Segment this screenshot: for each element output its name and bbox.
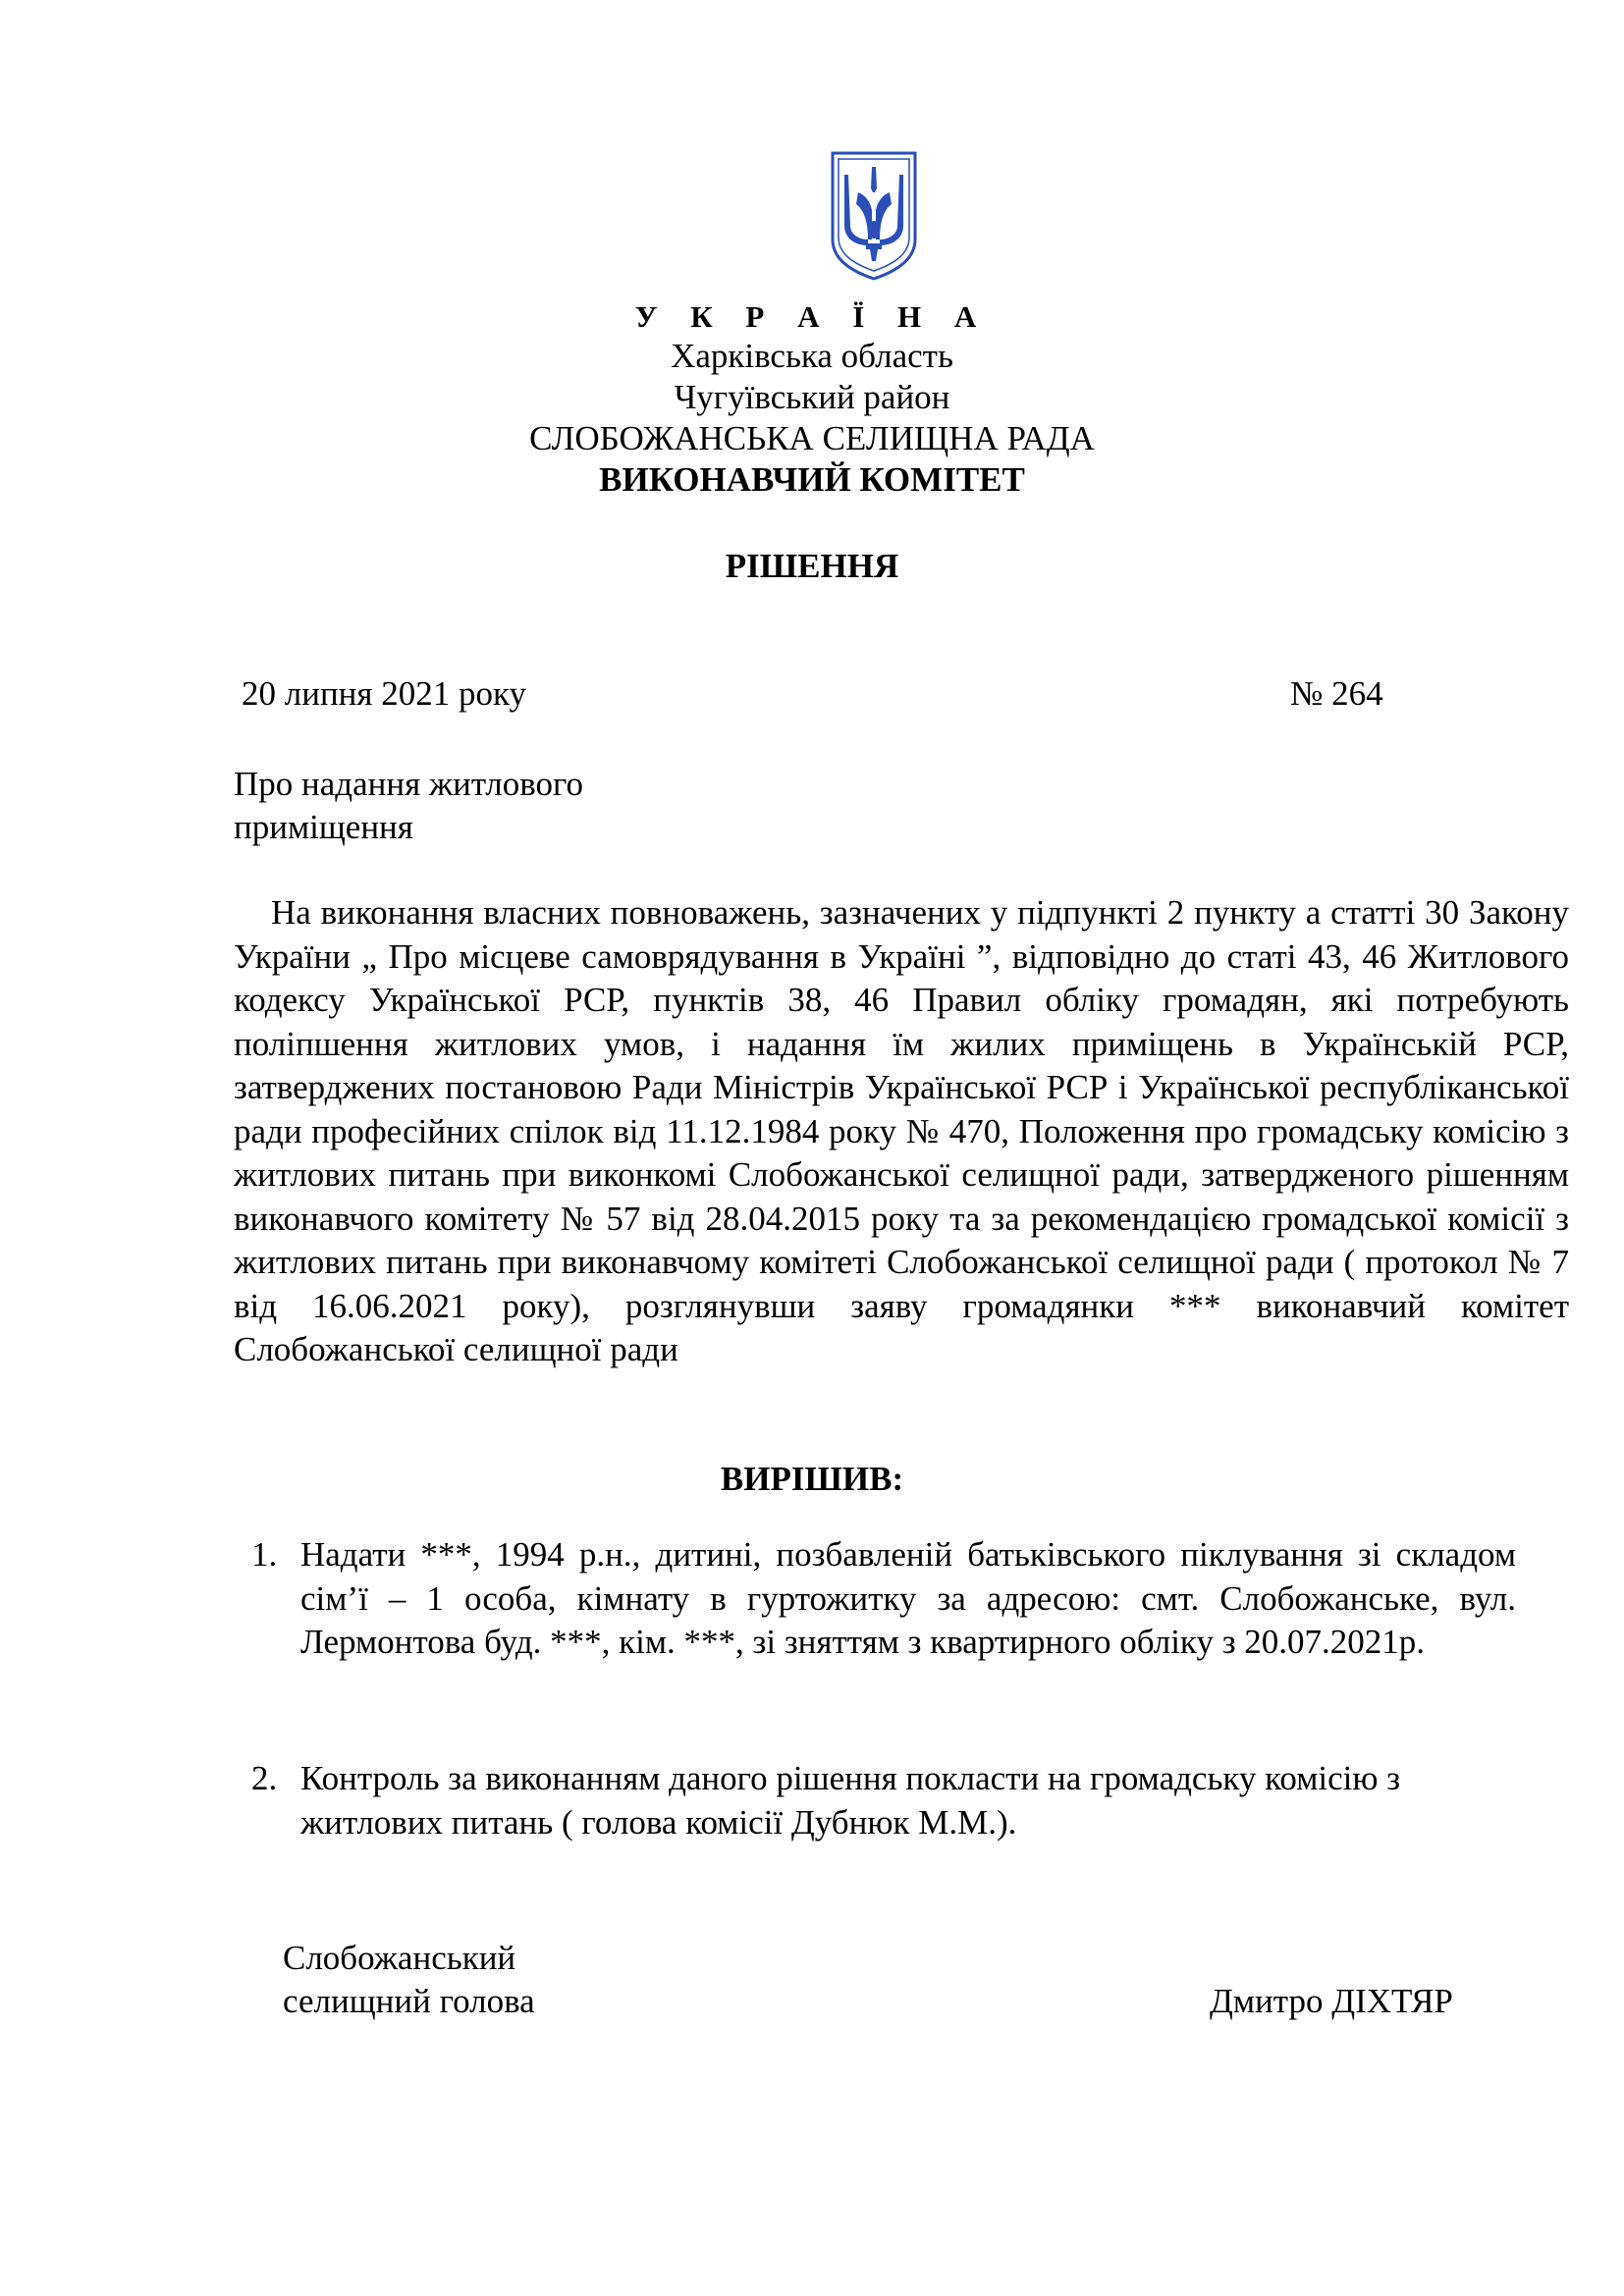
document-type-heading: РІШЕННЯ bbox=[725, 547, 899, 585]
document-date: 20 липня 2021 року bbox=[242, 674, 527, 713]
document-number: № 264 bbox=[1290, 674, 1383, 713]
decided-heading: ВИРІШИВ: bbox=[720, 1460, 904, 1498]
district-line: Чугуївський район bbox=[674, 378, 950, 416]
item-text: Надати ***, 1994 р.н., дитині, позбавленій батьківського піклування зі складом сім’ї – 1 особа, кімнату в гуртожитку за адресою: смт. Слобожанське, вул. Лермонтова буд. ***, кім. ***, зі зняттям з квартирного обліку з 20.07.2021р. bbox=[300, 1535, 1516, 1661]
region-line: Харківська область bbox=[671, 337, 953, 375]
item-text: Контроль за виконанням даного рішення покласти на громадську комісію з житлових питань ( голова комісії Дубнюк М.М.). bbox=[300, 1759, 1401, 1842]
item-number: 1. bbox=[251, 1535, 278, 1574]
country-heading: У К Р А Ї Н А bbox=[634, 299, 990, 334]
signature-title-line-2: селищний голова bbox=[283, 1982, 535, 2020]
preamble-paragraph: На виконання власних повноважень, зазначених у підпункті 2 пункту а статті 30 Закону України „ Про місцеве самоврядування в Україні ”, відповідно до статі 43, 46 Житлового кодексу Української РСР, пунктів 38, 46 Правил обліку громадян, які потребують поліпшення житлових умов, і надання їм жилих приміщень в Українській РСР, затверджених постановою Ради Міністрів Української РСР і Української республіканської ради професійних спілок від 11.12.1984 року № 470, Положення про громадську комісію з житлових питань при виконкомі Слобожанської селищної ради, затвердженого рішенням виконавчого комітету № 57 від 28.04.2015 року та за рекомендацією громадської комісії з житлових питань при виконавчому комітеті Слобожанської селищної ради ( протокол № 7 від 16.06.2021 року), розглянувши заяву громадянки *** виконавчий комітет Слобожанської селищної ради bbox=[234, 893, 1569, 1368]
council-line: СЛОБОЖАНСЬКА СЕЛИЩНА РАДА bbox=[529, 419, 1095, 457]
coat-of-arms-icon bbox=[829, 149, 919, 283]
signature-name: Дмитро ДІХТЯР bbox=[1210, 1982, 1453, 2020]
decision-item-2 bbox=[251, 1757, 1516, 1844]
committee-line: ВИКОНАВЧИЙ КОМІТЕТ bbox=[599, 460, 1025, 499]
decision-item-1 bbox=[251, 1533, 1516, 1665]
signature-title-line-1: Слобожанський bbox=[283, 1939, 516, 1977]
subject-line-2: приміщення bbox=[234, 808, 413, 846]
item-number: 2. bbox=[251, 1759, 278, 1797]
subject-line-1: Про надання житлового bbox=[234, 765, 584, 803]
